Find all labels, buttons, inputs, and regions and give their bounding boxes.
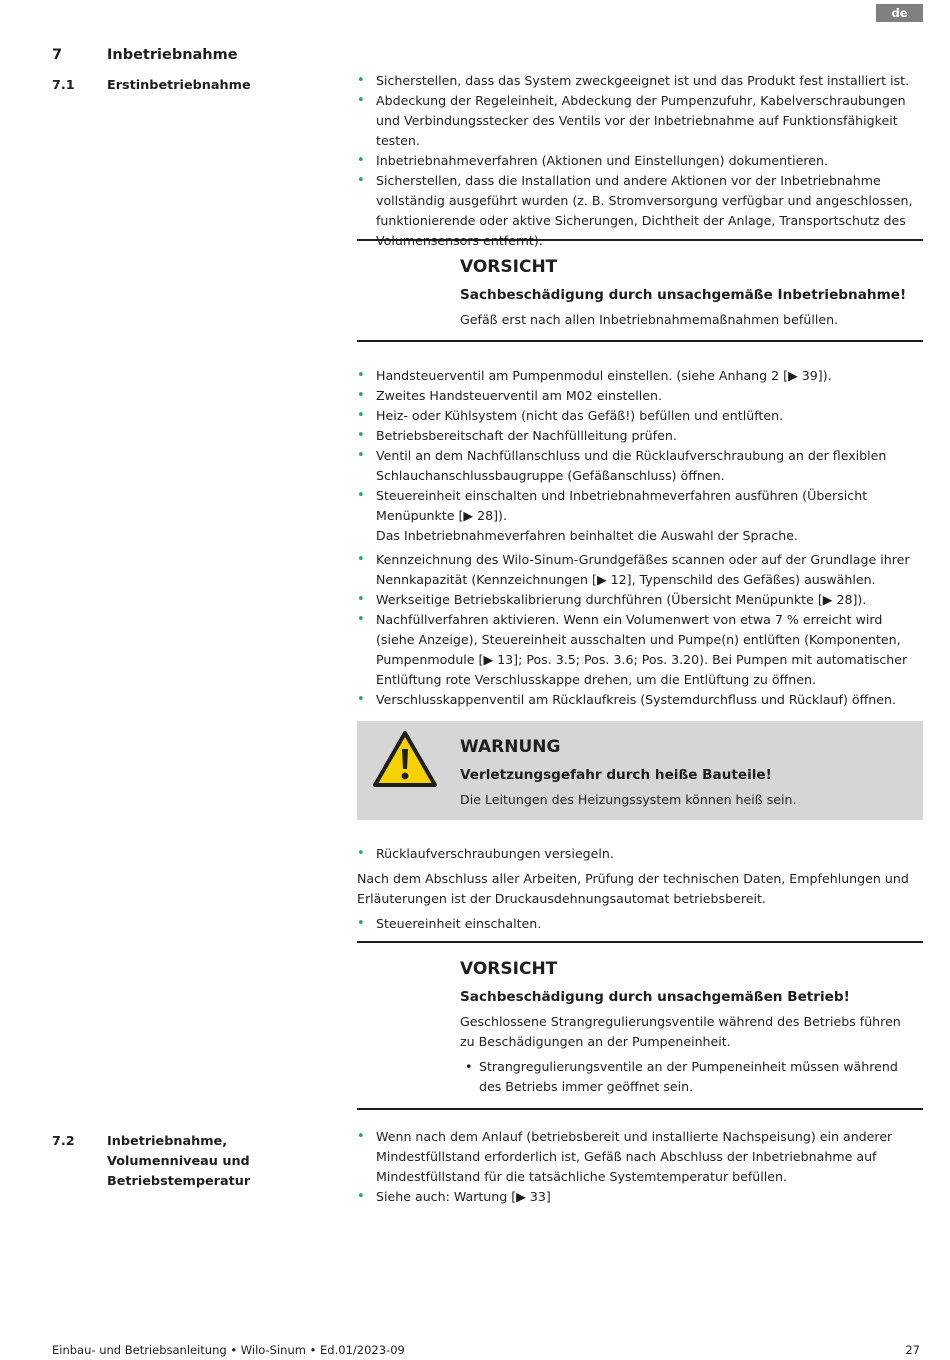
list-item: • Nachfüllverfahren aktivieren. Wenn ein Volumenwert von etwa 7 % erreicht wird (siehe Anzeige), Steuereinheit ausschalten und Pumpe(n) entlüften (Komponenten, Pumpenmodule [▶ 13]; Pos. 3.5; Pos. 3.6; Pos. 3.20). Bei Pumpen mit automatischer Entlüftung rote Verschlusskappe drehen, um die Entlüftung zu öffnen.	[357, 610, 923, 690]
section-number: 7	[52, 47, 63, 63]
notice-subtitle: Sachbeschädigung durch unsachgemäßen Betrieb!	[460, 989, 850, 1005]
list-item: • Betriebsbereitschaft der Nachfüllleitung prüfen.	[357, 426, 923, 446]
notice-title: WARNUNG	[460, 737, 561, 757]
list-item: • Rücklaufverschraubungen versiegeln.	[357, 844, 923, 864]
step-note: Das Inbetriebnahmeverfahren beinhaltet die Auswahl der Sprache.	[376, 528, 799, 543]
notice-list-item: • Strangregulierungsventile an der Pumpeneinheit müssen während des Betriebs immer geöffnet sein.	[460, 1057, 915, 1097]
list-item: • Siehe auch: Wartung [▶ 33]	[357, 1187, 923, 1207]
subsection-number: 7.2	[52, 1134, 75, 1149]
notice-title: VORSICHT	[460, 959, 558, 979]
list-item: • Handsteuerventil am Pumpenmodul einstellen. (siehe Anhang 2 [▶ 39]).	[357, 366, 923, 386]
closing-steps	[357, 844, 923, 934]
list-item: • Sicherstellen, dass die Installation und andere Aktionen vor der Inbetriebnahme vollständig ausgeführt wurden (z. B. Stromversorgung verfügbar und angeschlossen, funktionierende oder aktive Sicherungen, Dichtheit der Anlage, Transportschutz des	[357, 171, 923, 251]
divider	[357, 340, 923, 342]
warning-triangle-icon	[372, 730, 438, 788]
subsection-number: 7.1	[52, 78, 75, 93]
list-item: • Wenn nach dem Anlauf (betriebsbereit und installierte Nachspeisung) ein anderer Mindestfüllstand erforderlich ist, Gefäß nach Abschluss der Inbetriebnahme auf Mindestfüllstand für die tatsächliche Systemtemperatur befüllen.	[357, 1127, 923, 1187]
bullet-list-prerequisites	[357, 71, 923, 251]
notice-title: VORSICHT	[460, 257, 558, 277]
list-item: • Sicherstellen, dass das System zweckgeeignet ist und das Produkt fest installiert ist.	[357, 71, 923, 91]
notice-text: Die Leitungen des Heizungssystem können heiß sein.	[460, 792, 797, 807]
subsection-title: Erstinbetriebnahme	[107, 78, 251, 93]
warning-notice	[357, 721, 923, 820]
divider	[357, 1108, 923, 1110]
notice-text: Geschlossene Strangregulierungsventile während des Betriebs führen zu Beschädigungen an der Pumpeneinheit.	[460, 1014, 901, 1049]
subsection-title: Inbetriebnahme, Volumenniveau und Betriebstemperatur	[107, 1134, 251, 1189]
list-item: • Verschlusskappenventil am Rücklaufkreis (Systemdurchfluss und Rücklauf) öffnen.	[357, 690, 923, 710]
list-item: • Werkseitige Betriebskalibrierung durchführen (Übersicht Menüpunkte [▶ 28]).	[357, 590, 923, 610]
footer-document-info: Einbau- und Betriebsanleitung • Wilo-Sinum • Ed.01/2023-09	[52, 1343, 405, 1357]
list-item: • Inbetriebnahmeverfahren (Aktionen und Einstellungen) dokumentieren.	[357, 151, 923, 171]
caution-notice	[357, 943, 923, 1108]
bullet-list-volume-level	[357, 1127, 923, 1207]
list-item: • Ventil an dem Nachfüllanschluss und die Rücklaufverschraubung an der flexiblen Schlauchanschlussbaugruppe (Gefäßanschluss) öffnen.	[357, 446, 923, 486]
list-item: • Abdeckung der Regeleinheit, Abdeckung der Pumpenzufuhr, Kabelverschraubungen und Verbindungsstecker des Ventils vor der Inbetriebnahme auf Funktionsfähigkeit testen.	[357, 91, 923, 151]
bullet-list-steps	[357, 366, 923, 710]
notice-subtitle: Verletzungsgefahr durch heiße Bauteile!	[460, 767, 772, 783]
language-tag: de	[876, 4, 923, 22]
notice-text: Gefäß erst nach allen Inbetriebnahmemaßnahmen befüllen.	[460, 312, 839, 327]
caution-notice	[357, 241, 923, 340]
list-item: • Kennzeichnung des Wilo-Sinum-Grundgefäßes scannen oder auf der Grundlage ihrer Nennkapazität (Kennzeichnungen [▶ 12], Typenschild des Gefäßes) auswählen.	[357, 550, 923, 590]
notice-subtitle: Sachbeschädigung durch unsachgemäße Inbetriebnahme!	[460, 287, 907, 303]
page-number: 27	[905, 1343, 920, 1357]
paragraph: Nach dem Abschluss aller Arbeiten, Prüfung der technischen Daten, Empfehlungen und Erläuterungen ist der Druckausdehnungsautomat betriebsbereit.	[357, 871, 909, 906]
list-item: • Steuereinheit einschalten und Inbetriebnahmeverfahren ausführen (Übersicht Menüpunkte [▶ 28]).	[357, 486, 923, 526]
list-item: • Zweites Handsteuerventil am M02 einstellen.	[357, 386, 923, 406]
list-item: • Steuereinheit einschalten.	[357, 914, 923, 934]
list-item: • Heiz- oder Kühlsystem (nicht das Gefäß!) befüllen und entlüften.	[357, 406, 923, 426]
section-title: Inbetriebnahme	[107, 47, 238, 63]
